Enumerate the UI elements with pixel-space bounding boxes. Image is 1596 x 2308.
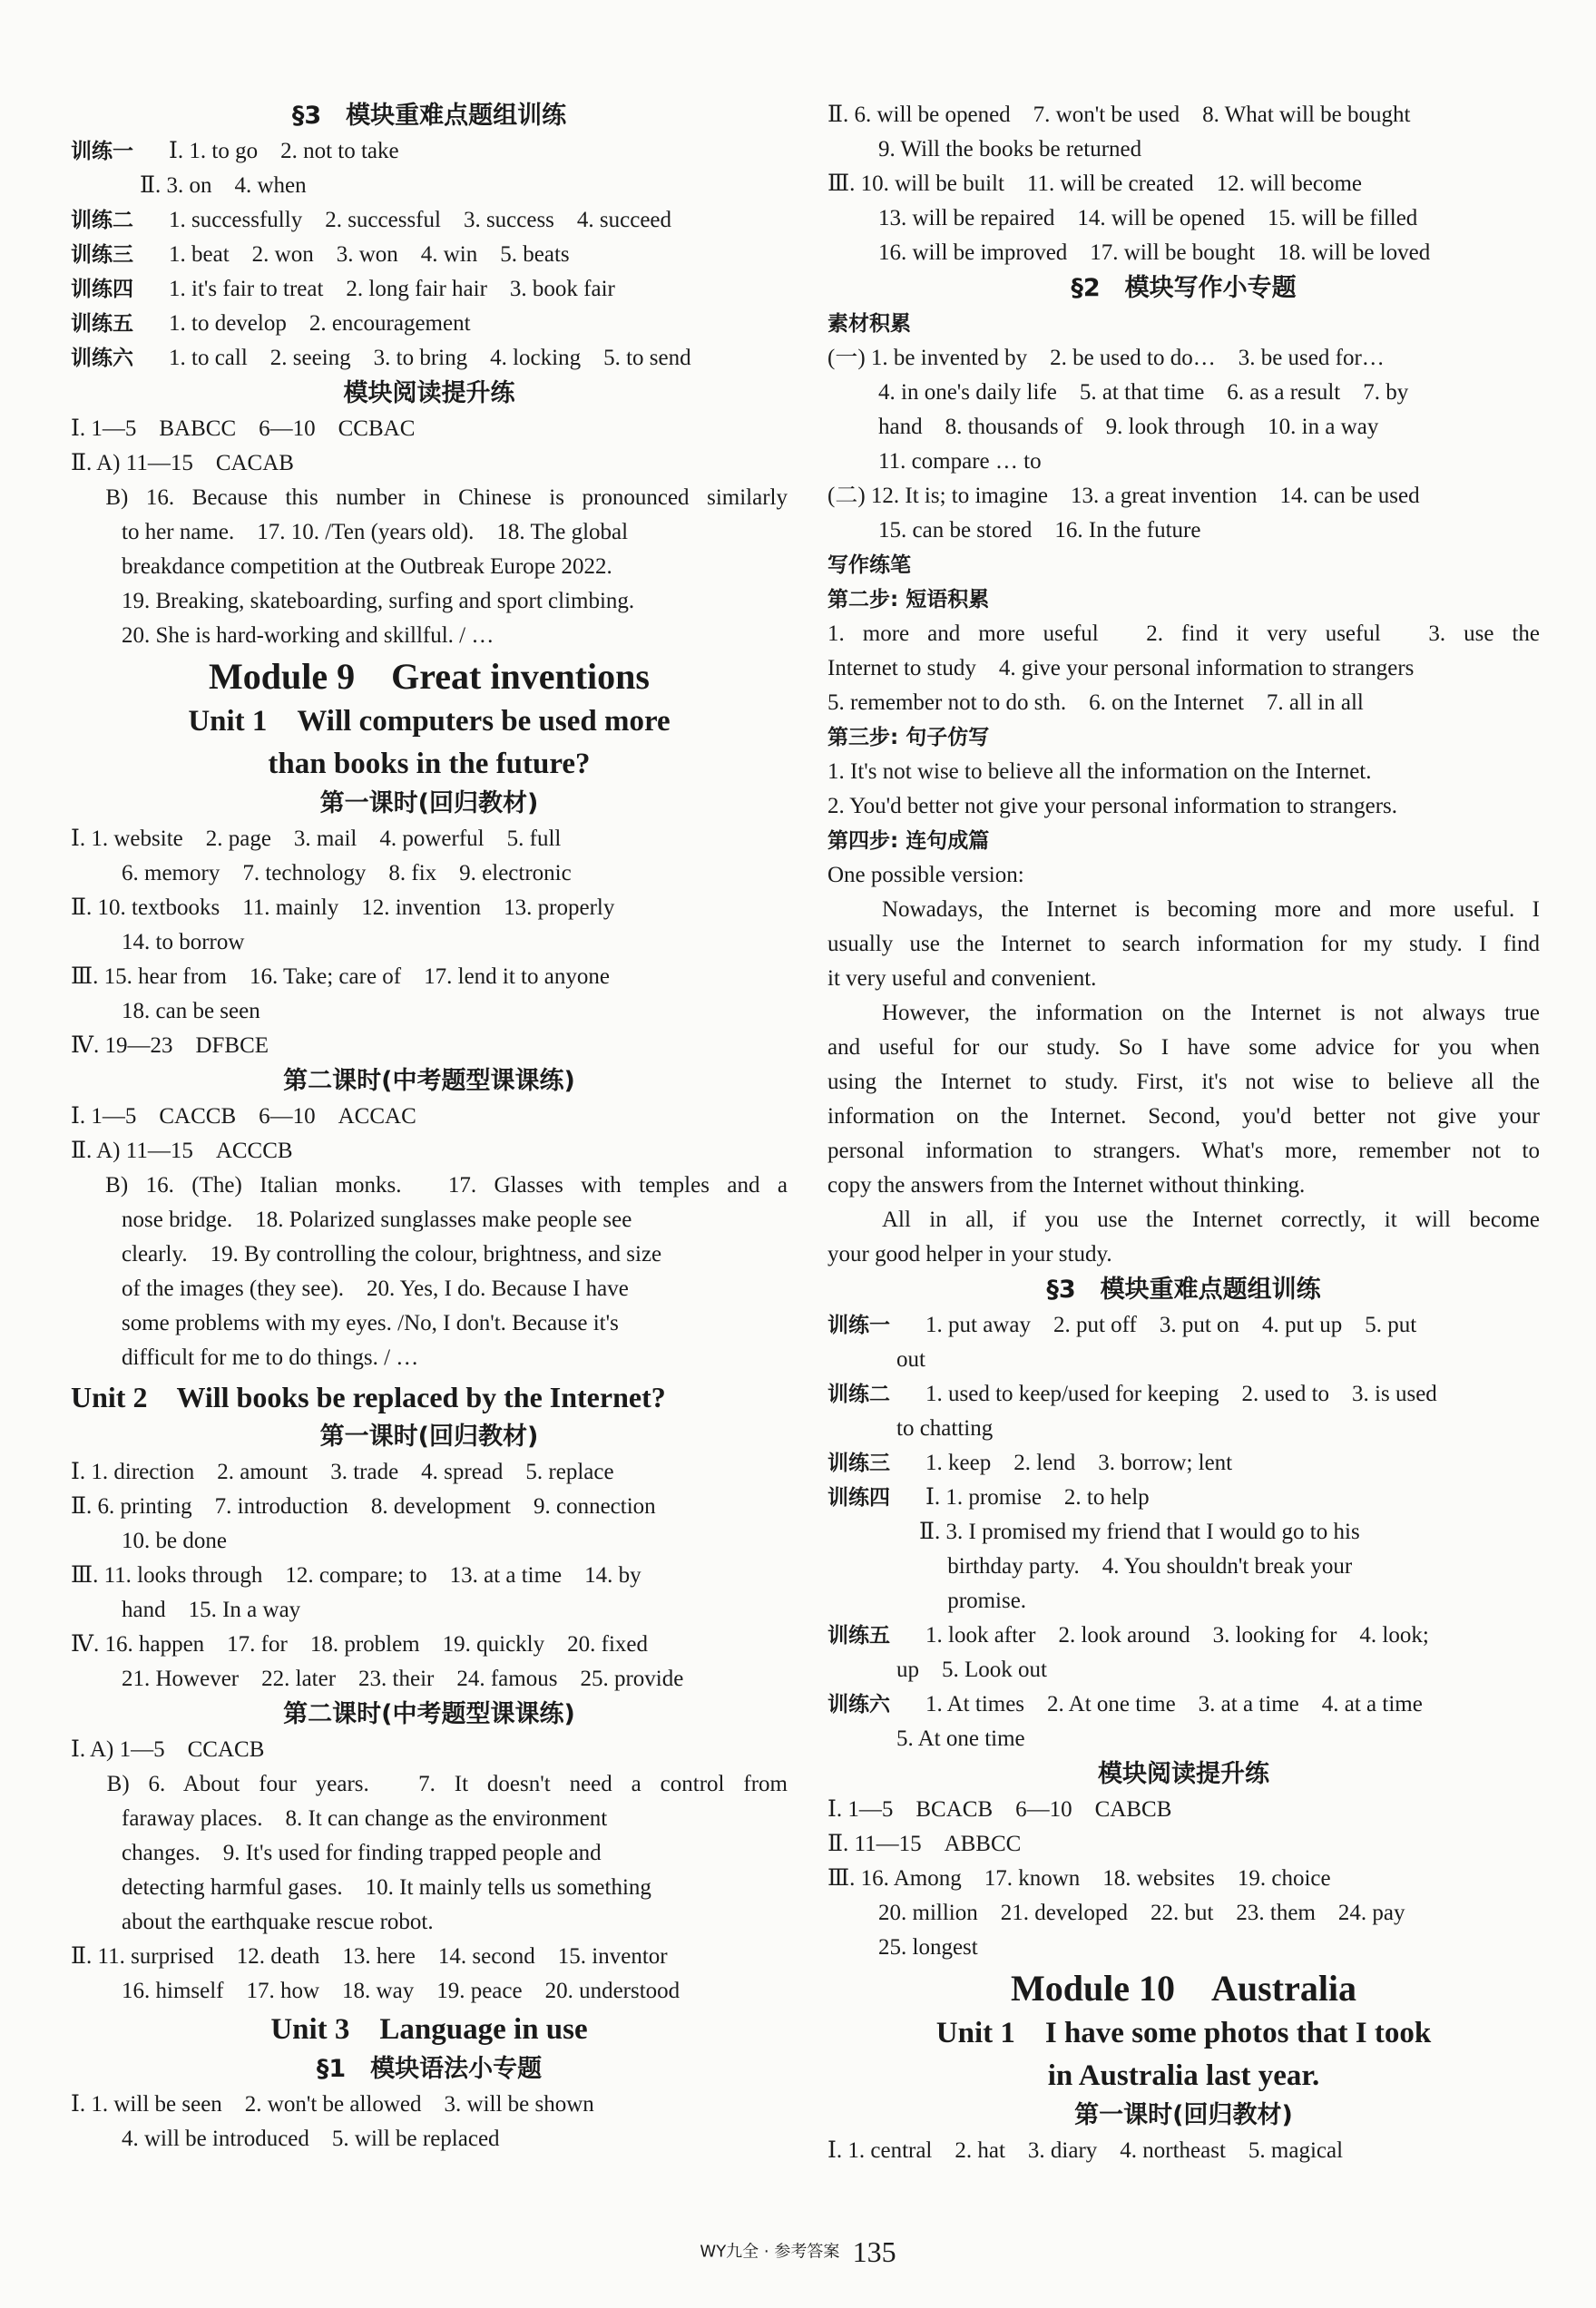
exercise-line bbox=[827, 1446, 1540, 1481]
answer-line: Ⅱ. 11—15 ABBCC bbox=[827, 1832, 1022, 1856]
answer-line: Ⅲ. 15. hear from 16. Take; care of 17. lend it to anyone bbox=[71, 964, 610, 989]
answer-line: of the images (they see). 20. Yes, I do. Because I have bbox=[122, 1276, 629, 1301]
section-heading: 第一课时(回归教材) bbox=[319, 789, 539, 817]
exercise-answers: 1. successfully 2. successful 3. success 4. succeed bbox=[169, 208, 672, 232]
exercise-line bbox=[71, 238, 788, 272]
answer-line: 13. will be repaired 14. will be opened 15. will be filled bbox=[878, 206, 1418, 230]
answer-line: 18. can be seen bbox=[122, 999, 260, 1023]
answer-line: Ⅱ. 11. surprised 12. death 13. here 14. second 15. inventor bbox=[71, 1944, 668, 1969]
exercise-label: 训练六 bbox=[71, 347, 133, 370]
answer-line: B) 16. (The) Italian monks. 17. Glasses with temples and a bbox=[71, 1173, 788, 1198]
exercise-line bbox=[827, 1687, 1540, 1722]
answer-line: Ⅲ. 10. will be built 11. will be created 12. will become bbox=[827, 171, 1363, 196]
exercise-answers: 1. to call 2. seeing 3. to bring 4. locking 5. to send bbox=[169, 346, 691, 370]
exercise-answers: 1. it's fair to treat 2. long fair hair 3. book fair bbox=[169, 277, 615, 301]
answer-line: 15. can be stored 16. In the future bbox=[878, 518, 1201, 543]
exercise-label: 训练四 bbox=[827, 1486, 890, 1510]
exercise-line bbox=[71, 307, 788, 341]
unit-title: than books in the future? bbox=[268, 748, 591, 780]
answer-line: to her name. 17. 10. /Ten (years old). 18. The global bbox=[122, 520, 629, 544]
answer-line: Ⅰ. 1—5 CACCB 6—10 ACCAC bbox=[71, 1104, 416, 1129]
answer-line: (二) 12. It is; to imagine 13. a great invention 14. can be used bbox=[827, 484, 1420, 508]
footer-label: WY九全 · 参考答案 bbox=[700, 2242, 840, 2262]
unit-title: Unit 3 Language in use bbox=[270, 2013, 588, 2046]
answer-line: promise. bbox=[896, 1589, 1027, 1613]
answer-line: 16. will be improved 17. will be bought 18. will be loved bbox=[878, 240, 1431, 265]
answer-line: Ⅲ. 16. Among 17. known 18. websites 19. choice bbox=[827, 1866, 1331, 1891]
answer-line: Ⅰ. 1. will be seen 2. won't be allowed 3. will be shown bbox=[71, 2092, 594, 2117]
page-number: 135 bbox=[852, 2235, 896, 2269]
answer-line: 19. Breaking, skateboarding, surfing and sport climbing. bbox=[122, 589, 635, 613]
answer-line: Ⅰ. 1—5 BABCC 6—10 CCBAC bbox=[71, 416, 416, 441]
exercise-label: 训练五 bbox=[827, 1624, 890, 1648]
exercise-answers: 1. used to keep/used for keeping 2. used to 3. is used bbox=[925, 1382, 1437, 1406]
answer-line: 21. However 22. later 23. their 24. famous 25. provide bbox=[122, 1667, 684, 1691]
section-heading: §3 模块重难点题组训练 bbox=[291, 102, 567, 130]
answer-line: Ⅱ. 6. will be opened 7. won't be used 8. What will be bought bbox=[827, 103, 1411, 127]
exercise-answers: 1. look after 2. look around 3. looking for 4. look; bbox=[925, 1623, 1429, 1648]
answer-line: 9. Will the books be returned bbox=[878, 137, 1142, 161]
subheading: 第四步: 连句成篇 bbox=[827, 829, 990, 853]
answer-line: Ⅰ. A) 1—5 CCACB bbox=[71, 1737, 265, 1762]
exercise-label: 训练六 bbox=[827, 1693, 890, 1716]
answer-line: Ⅱ. 3. on 4. when bbox=[140, 173, 307, 198]
answer-line: Ⅰ. 1. website 2. page 3. mail 4. powerful 5. full bbox=[71, 826, 562, 851]
subheading: 写作练笔 bbox=[827, 553, 911, 577]
exercise-answers: 1. to develop 2. encouragement bbox=[169, 311, 471, 336]
answer-line: your good helper in your study. bbox=[827, 1242, 1112, 1266]
answer-line: Ⅰ. 1—5 BCACB 6—10 CABCB bbox=[827, 1797, 1172, 1822]
right-column bbox=[827, 98, 1540, 2168]
section-heading: 第一课时(回归教材) bbox=[1074, 2101, 1293, 2129]
answer-line: (一) 1. be invented by 2. be used to do… 3. be used for… bbox=[827, 346, 1385, 370]
exercise-label: 训练二 bbox=[71, 209, 133, 232]
answer-line: 5. At one time bbox=[896, 1726, 1025, 1751]
answer-line: detecting harmful gases. 10. It mainly tells us something bbox=[122, 1875, 651, 1900]
section-heading: 第一课时(回归教材) bbox=[319, 1423, 539, 1451]
exercise-line bbox=[71, 272, 788, 307]
answer-line: 2. You'd better not give your personal information to strangers. bbox=[827, 794, 1398, 818]
answer-line: difficult for me to do things. / … bbox=[122, 1345, 419, 1370]
answer-line: 25. longest bbox=[878, 1935, 978, 1960]
answer-line: hand 8. thousands of 9. look through 10. in a way bbox=[878, 415, 1379, 439]
answer-line: Ⅰ. 1. central 2. hat 3. diary 4. northeast 5. magical bbox=[827, 2138, 1344, 2163]
exercise-label: 训练二 bbox=[827, 1383, 890, 1406]
answer-line: some problems with my eyes. /No, I don't. Because it's bbox=[122, 1311, 619, 1335]
paragraph-line: Nowadays, the Internet is becoming more and more useful. I bbox=[882, 897, 1540, 922]
exercise-line bbox=[71, 341, 788, 376]
answer-line: 5. remember not to do sth. 6. on the Internet 7. all in all bbox=[827, 690, 1364, 715]
exercise-label: 训练一 bbox=[827, 1314, 890, 1337]
answer-line: 4. in one's daily life 5. at that time 6. as a result 7. by bbox=[878, 380, 1409, 405]
answer-line: One possible version: bbox=[827, 863, 1024, 887]
answer-line: Ⅰ. 1. direction 2. amount 3. trade 4. spread 5. replace bbox=[71, 1460, 614, 1484]
answer-line: 1. It's not wise to believe all the information on the Internet. bbox=[827, 759, 1372, 784]
answer-line: 10. be done bbox=[122, 1529, 227, 1553]
answer-line: about the earthquake rescue robot. bbox=[122, 1910, 434, 1934]
exercise-line bbox=[827, 1619, 1540, 1653]
section-heading: 第二课时(中考题型课课练) bbox=[283, 1067, 575, 1095]
subheading: 第三步: 句子仿写 bbox=[827, 726, 990, 749]
section-heading: §2 模块写作小专题 bbox=[1071, 274, 1297, 302]
answer-line: breakdance competition at the Outbreak Europe 2022. bbox=[122, 554, 612, 579]
exercise-label: 训练四 bbox=[71, 278, 133, 301]
exercise-line bbox=[827, 1481, 1540, 1515]
exercise-label: 训练三 bbox=[71, 243, 133, 267]
answer-line: personal information to strangers. What's more, remember not to bbox=[827, 1139, 1540, 1163]
exercise-answers: 1. beat 2. won 3. won 4. win 5. beats bbox=[169, 242, 570, 267]
answer-line: Ⅱ. A) 11—15 CACAB bbox=[71, 451, 294, 475]
exercise-line bbox=[71, 203, 788, 238]
answer-line: faraway places. 8. It can change as the environment bbox=[122, 1806, 608, 1831]
exercise-label: 训练一 bbox=[71, 140, 133, 163]
answer-line: Ⅱ. 10. textbooks 11. mainly 12. invention 13. properly bbox=[71, 895, 615, 920]
section-heading: 模块阅读提升练 bbox=[343, 379, 515, 407]
answer-line: hand 15. In a way bbox=[122, 1598, 301, 1622]
answer-line: it very useful and convenient. bbox=[827, 966, 1097, 991]
subheading: 第二步: 短语积累 bbox=[827, 588, 990, 611]
answer-line: nose bridge. 18. Polarized sunglasses make people see bbox=[122, 1208, 632, 1232]
answer-line: 6. memory 7. technology 8. fix 9. electronic bbox=[122, 861, 572, 885]
answer-line: to chatting bbox=[896, 1416, 994, 1441]
answer-line: Ⅱ. 6. printing 7. introduction 8. development 9. connection bbox=[71, 1494, 656, 1519]
answer-line: up 5. Look out bbox=[896, 1658, 1047, 1682]
paragraph-line: However, the information on the Internet is not always true bbox=[882, 1001, 1540, 1025]
exercise-answers: Ⅰ. 1. to go 2. not to take bbox=[169, 139, 399, 163]
exercise-answers: 1. put away 2. put off 3. put on 4. put up 5. put bbox=[925, 1313, 1417, 1337]
answer-line: changes. 9. It's used for finding trapped people and bbox=[122, 1841, 602, 1865]
unit-title: Unit 2 Will books be replaced by the Internet? bbox=[71, 1381, 666, 1413]
answer-line: 4. will be introduced 5. will be replaced bbox=[122, 2127, 500, 2151]
exercise-label: 训练五 bbox=[71, 312, 133, 336]
unit-title: in Australia last year. bbox=[1047, 2059, 1320, 2092]
answer-line: birthday party. 4. You shouldn't break your bbox=[896, 1554, 1353, 1579]
answer-line: usually use the Internet to search information for my study. I find bbox=[827, 932, 1540, 956]
section-heading: §1 模块语法小专题 bbox=[316, 2055, 543, 2083]
unit-title: Unit 1 Will computers be used more bbox=[188, 705, 671, 738]
exercise-answers: 1. keep 2. lend 3. borrow; lent bbox=[925, 1451, 1233, 1475]
module-title: Module 10 Australia bbox=[1010, 1968, 1357, 2009]
exercise-answers: 1. At times 2. At one time 3. at a time 4. at a time bbox=[925, 1692, 1423, 1716]
answer-line: Internet to study 4. give your personal information to strangers bbox=[827, 656, 1415, 680]
left-column bbox=[71, 98, 788, 2156]
answer-line: Ⅲ. 11. looks through 12. compare; to 13. at a time 14. by bbox=[71, 1563, 641, 1588]
exercise-line bbox=[827, 1377, 1540, 1412]
paragraph-line: All in all, if you use the Internet correctly, it will become bbox=[882, 1208, 1540, 1232]
answer-line: out bbox=[896, 1347, 925, 1372]
section-heading: 第二课时(中考题型课课练) bbox=[283, 1700, 575, 1728]
answer-line: using the Internet to study. First, it's not wise to believe all the bbox=[827, 1070, 1540, 1094]
answer-line: Ⅳ. 19—23 DFBCE bbox=[71, 1033, 269, 1058]
unit-title: Unit 1 I have some photos that I took bbox=[935, 2017, 1432, 2049]
answer-line: 1. more and more useful 2. find it very useful 3. use the bbox=[827, 621, 1540, 646]
answer-line: B) 16. Because this number in Chinese is pronounced similarly bbox=[71, 485, 788, 510]
subheading: 素材积累 bbox=[827, 312, 911, 336]
module-title: Module 9 Great inventions bbox=[209, 656, 650, 697]
answer-line: copy the answers from the Internet without thinking. bbox=[827, 1173, 1306, 1198]
answer-line: 20. million 21. developed 22. but 23. them 24. pay bbox=[878, 1901, 1405, 1925]
page-footer bbox=[0, 2234, 1596, 2269]
exercise-answers: Ⅰ. 1. promise 2. to help bbox=[925, 1485, 1150, 1510]
section-heading: §3 模块重难点题组训练 bbox=[1046, 1276, 1321, 1304]
answer-line: clearly. 19. By controlling the colour, brightness, and size bbox=[122, 1242, 662, 1266]
answer-line: and useful for our study. So I have some advice for you when bbox=[827, 1035, 1540, 1060]
answer-line: B) 6. About four years. 7. It doesn't need a control from bbox=[71, 1772, 788, 1796]
answer-line: information on the Internet. Second, you'd better not give your bbox=[827, 1104, 1540, 1129]
answer-line: 20. She is hard-working and skillful. / … bbox=[122, 623, 494, 648]
answer-line: Ⅱ. 3. I promised my friend that I would go to his bbox=[896, 1520, 1360, 1544]
answer-line: 14. to borrow bbox=[122, 930, 245, 954]
answer-line: 16. himself 17. how 18. way 19. peace 20. understood bbox=[122, 1979, 681, 2003]
section-heading: 模块阅读提升练 bbox=[1098, 1760, 1269, 1788]
answer-line: 11. compare … to bbox=[878, 449, 1042, 474]
exercise-label: 训练三 bbox=[827, 1452, 890, 1475]
answer-line: Ⅳ. 16. happen 17. for 18. problem 19. quickly 20. fixed bbox=[71, 1632, 648, 1657]
answer-line: Ⅱ. A) 11—15 ACCCB bbox=[71, 1139, 293, 1163]
exercise-line bbox=[827, 1308, 1540, 1343]
exercise-line bbox=[71, 134, 788, 169]
